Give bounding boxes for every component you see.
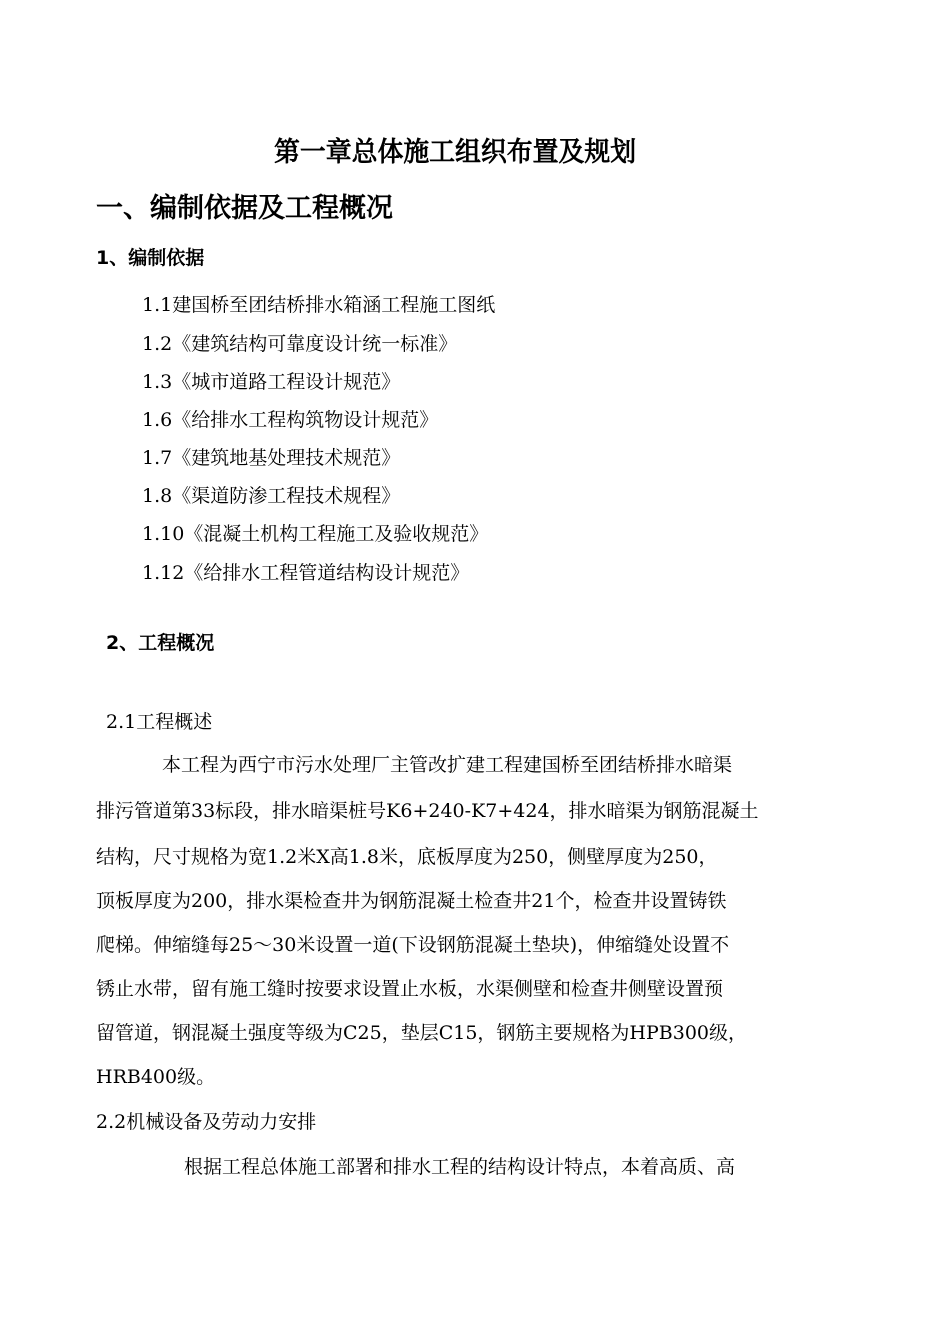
subsection-heading-summary: 2.1工程概述 bbox=[106, 711, 213, 733]
reference-item: 1.3《城市道路工程设计规范》 bbox=[142, 371, 401, 393]
paragraph-line: 锈止水带，留有施工缝时按要求设置止水板，水渠侧壁和检查井侧壁设置预 bbox=[96, 978, 724, 1000]
chapter-title: 第一章总体施工组织布置及规划 bbox=[273, 137, 637, 168]
reference-item: 1.2《建筑结构可靠度设计统一标准》 bbox=[142, 333, 458, 355]
subsection-heading-overview: 2、工程概况 bbox=[106, 632, 215, 654]
reference-item: 1.12《给排水工程管道结构设计规范》 bbox=[142, 562, 470, 584]
reference-item: 1.10《混凝土机构工程施工及验收规范》 bbox=[142, 523, 489, 545]
subsection-heading-equipment: 2.2机械设备及劳动力安排 bbox=[96, 1111, 317, 1133]
paragraph-line: 爬梯。伸缩缝每25～30米设置一道(下设钢筋混凝土垫块)，伸缩缝处设置不 bbox=[96, 934, 730, 956]
reference-item: 1.1建国桥至团结桥排水箱涵工程施工图纸 bbox=[142, 294, 496, 316]
reference-item: 1.8《渠道防渗工程技术规程》 bbox=[142, 485, 401, 507]
paragraph-line: 留管道，钢混凝土强度等级为C25，垫层C15，钢筋主要规格为HPB300级， bbox=[96, 1022, 748, 1044]
paragraph-line: HRB400级。 bbox=[96, 1066, 216, 1088]
paragraph-line: 排污管道第33标段，排水暗渠桩号K6+240-K7+424，排水暗渠为钢筋混凝土 bbox=[96, 800, 759, 822]
paragraph-line: 顶板厚度为200，排水渠检查井为钢筋混凝土检查井21个，检查井设置铸铁 bbox=[96, 890, 727, 912]
subsection-heading-basis: 1、编制依据 bbox=[96, 247, 205, 269]
paragraph-line: 根据工程总体施工部署和排水工程的结构设计特点，本着高质、高 bbox=[184, 1156, 736, 1178]
reference-item: 1.6《给排水工程构筑物设计规范》 bbox=[142, 409, 439, 431]
reference-item: 1.7《建筑地基处理技术规范》 bbox=[142, 447, 401, 469]
section-heading: 一、编制依据及工程概况 bbox=[96, 193, 393, 224]
paragraph-line: 结构，尺寸规格为宽1.2米X高1.8米，底板厚度为250，侧壁厚度为250， bbox=[96, 846, 718, 868]
paragraph-line: 本工程为西宁市污水处理厂主管改扩建工程建国桥至团结桥排水暗渠 bbox=[162, 754, 733, 776]
